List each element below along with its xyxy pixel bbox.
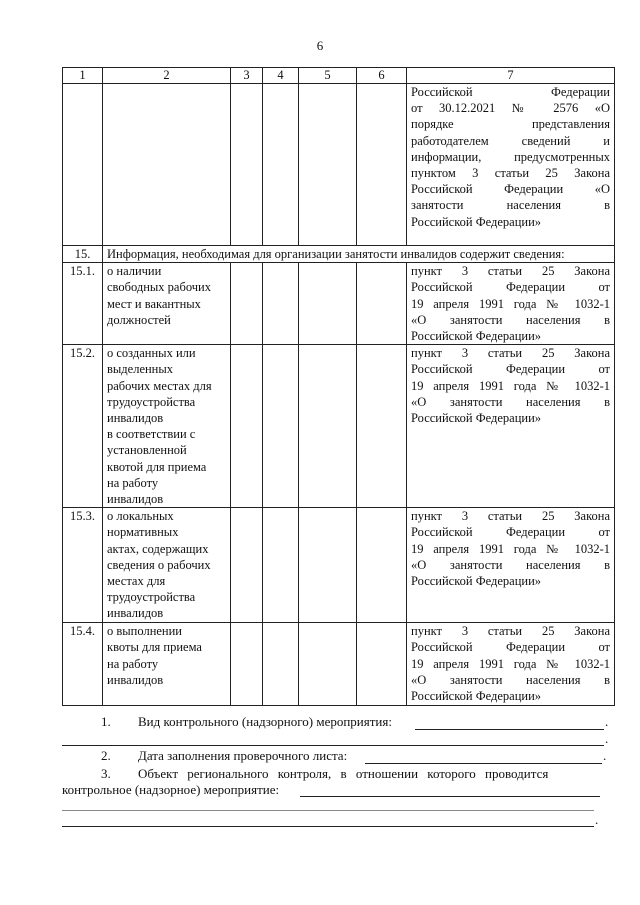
desc-line: инвалидов [107,492,164,507]
table-row [63,623,615,706]
row-number: 15. [63,246,103,263]
table-row [63,263,615,345]
law-line: «О занятости населения в [411,672,610,687]
law-line: Российской Федерации» [411,689,542,704]
item3-input-line[interactable] [300,796,600,797]
checkbox-cell[interactable] [263,623,299,706]
checklist-table [62,67,615,706]
desc-line: нормативных [107,525,179,540]
checkbox-cell[interactable] [231,508,263,623]
desc-line: местах для [107,574,166,589]
law-line: «О занятости населения в [411,394,610,409]
law-line: «О занятости населения в [411,312,610,327]
law-line: Российской Федерации» [411,574,542,589]
desc-line: сведения о рабочих [107,557,211,572]
law-line: «О занятости населения в [411,557,610,572]
desc-line: о выполнении [107,624,182,639]
checkbox-cell[interactable] [299,84,357,246]
desc-line: рабочих местах для [107,378,212,393]
desc-line: в соответствии с [107,427,196,442]
item1-input-line-2[interactable] [62,745,604,746]
law-line: Российской Федерации [411,85,610,99]
item1-label: Вид контрольного (надзорного) мероприятия: [138,714,392,729]
desc-line: установленной [107,443,187,458]
item3-input-line-2[interactable] [62,810,594,811]
law-reference [407,263,615,345]
row-description [103,508,231,623]
law-line: пунктом 3 статьи 25 Закона [411,166,610,181]
checkbox-cell[interactable] [299,623,357,706]
checkbox-cell[interactable] [263,508,299,623]
header-col-3: 3 [231,68,263,84]
comment-cell[interactable] [357,84,407,246]
row-number: 15.4. [63,623,103,706]
checkbox-cell[interactable] [299,345,357,508]
law-line: порядке представления [411,117,610,132]
desc-line: о созданных или [107,346,196,361]
item2-number: 2. [101,748,111,763]
header-col-2: 2 [103,68,231,84]
item1-input-line[interactable] [415,729,604,730]
desc-line: мест и вакантных [107,296,201,311]
law-reference [407,508,615,623]
checkbox-cell[interactable] [263,263,299,345]
table-row [63,508,615,623]
header-col-4: 4 [263,68,299,84]
checkbox-cell[interactable] [231,263,263,345]
desc-line: инвалидов [107,672,164,687]
law-line: пункт 3 статьи 25 Закона [411,346,610,361]
comment-cell[interactable] [357,508,407,623]
desc-line: квотой для приема [107,459,207,474]
row-description [103,263,231,345]
table-row [63,345,615,508]
law-reference [407,623,615,706]
law-line: 19 апреля 1991 года № 1032-1 [411,296,610,311]
page-number: 6 [316,38,324,53]
desc-line: трудоустройства [107,394,196,409]
law-line: пункт 3 статьи 25 Закона [411,509,610,524]
desc-line: трудоустройства [107,590,196,605]
item3-label-line2: контрольное (надзорное) мероприятие: [62,782,280,797]
law-line: пункт 3 статьи 25 Закона [411,264,610,279]
desc-line: инвалидов [107,411,164,426]
law-line: Российской Федерации от [411,525,610,540]
checkbox-cell[interactable] [231,345,263,508]
item2-label: Дата заполнения проверочного листа: [138,748,348,763]
header-col-5: 5 [299,68,357,84]
item1-period-2: . [605,731,609,746]
row-description [103,623,231,706]
law-line: информации, предусмотренных [411,149,610,164]
desc-line: о наличии [107,264,162,279]
law-line: 19 апреля 1991 года № 1032-1 [411,656,610,671]
desc-line: должностей [107,312,171,327]
desc-line: выделенных [107,362,174,377]
desc-line: инвалидов [107,606,164,621]
checkbox-cell[interactable] [299,508,357,623]
section-text: Информация, необходимая для организации занятости инвалидов содержит сведения: [103,246,615,263]
row-number: 15.2. [63,345,103,508]
law-line: от 30.12.2021 № 2576 «О [411,101,610,116]
checkbox-cell[interactable] [299,263,357,345]
row-number: 15.3. [63,508,103,623]
comment-cell[interactable] [357,623,407,706]
law-reference [407,345,615,508]
checkbox-cell[interactable] [231,623,263,706]
item2-period: . [603,748,607,763]
law-line: пункт 3 статьи 25 Закона [411,624,610,639]
item3-number: 3. [101,766,111,781]
continuation-row [63,84,615,246]
law-reference [407,84,615,246]
checkbox-cell[interactable] [231,84,263,246]
desc-line: о локальных [107,509,174,524]
item1-period: . [605,714,609,729]
desc-line: свободных рабочих [107,280,211,295]
row-number: 15.1. [63,263,103,345]
law-line: работодателем сведений и [411,133,610,148]
law-line: занятости населения в [411,198,610,213]
desc-line: актах, содержащих [107,541,209,556]
header-col-1: 1 [63,68,103,84]
checkbox-cell[interactable] [263,345,299,508]
law-line: Российской Федерации» [411,329,542,344]
item3-label-line1: Объект регионального контроля, в отношении которого проводится [138,766,549,781]
law-line: Российской Федерации от [411,362,610,377]
comment-cell[interactable] [357,263,407,345]
law-line: Российской Федерации» [411,214,542,229]
law-line: 19 апреля 1991 года № 1032-1 [411,378,610,393]
law-line: Российской Федерации от [411,640,610,655]
law-line: Российской Федерации» [411,411,542,426]
section-row [63,246,615,263]
law-line: Российской Федерации «О [411,182,610,197]
item3-period: . [595,812,599,827]
header-row [63,68,615,84]
item2-input-line[interactable] [365,763,602,764]
desc-line: квоты для приема [107,640,202,655]
cell-empty [103,84,231,246]
comment-cell[interactable] [357,345,407,508]
item1-number: 1. [101,714,111,729]
checkbox-cell[interactable] [263,84,299,246]
header-col-7: 7 [407,68,615,84]
law-line: 19 апреля 1991 года № 1032-1 [411,541,610,556]
law-line: Российской Федерации от [411,280,610,295]
cell-empty [63,84,103,246]
desc-line: на работу [107,656,159,671]
header-col-6: 6 [357,68,407,84]
item3-input-line-3[interactable] [62,826,594,827]
row-description [103,345,231,508]
desc-line: на работу [107,475,159,490]
